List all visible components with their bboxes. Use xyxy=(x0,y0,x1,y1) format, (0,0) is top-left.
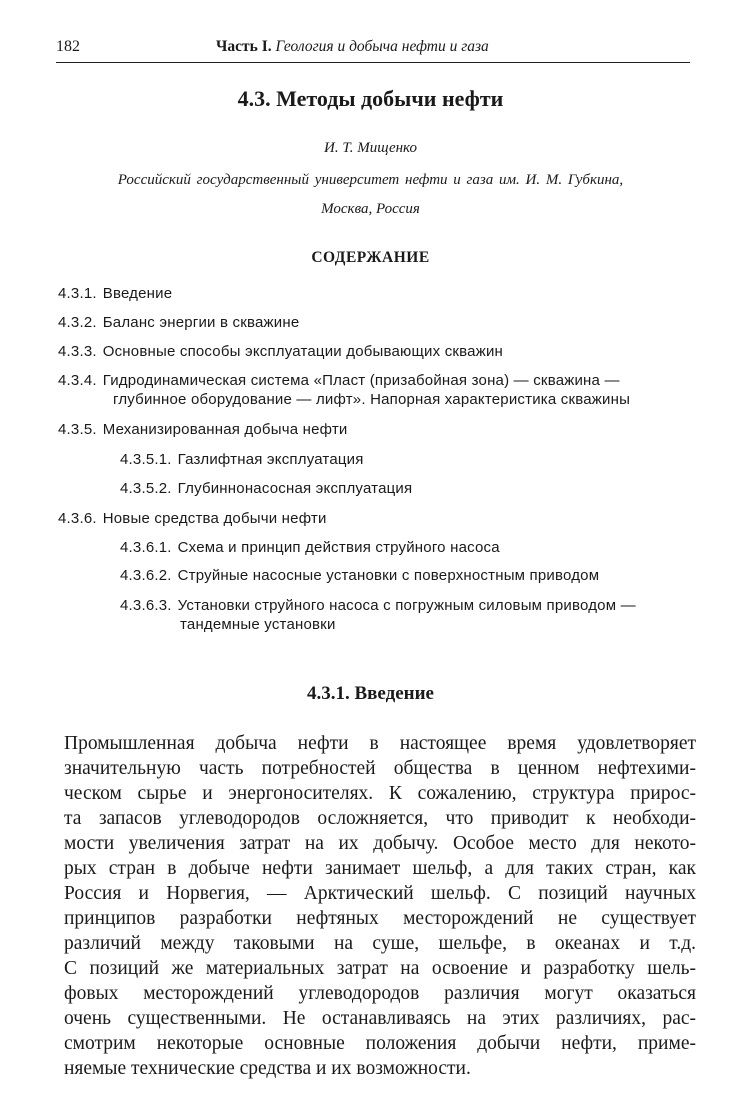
page-number: 182 xyxy=(56,38,80,55)
paragraph-line: няемые технические средства и их возможности. xyxy=(64,1058,471,1079)
toc-subitem: 4.3.5.1. Газлифтная эксплуатация xyxy=(120,451,364,468)
running-header xyxy=(56,38,690,63)
affiliation-line-1: Российский государственный университет нефти и газа им. И. М. Губкина, xyxy=(117,172,624,188)
paragraph-line: значительную часть потребностей общества в ценном нефтехими- xyxy=(64,758,696,779)
paragraph-line: различий между таковыми на суше, шельфе, в океанах и т.д. xyxy=(64,933,696,954)
toc-item-continuation: глубинное оборудование — лифт». Напорная характеристика скважины xyxy=(113,391,631,408)
paragraph-line: С позиций же материальных затрат на освоение и разработку шель- xyxy=(64,958,696,979)
paragraph-line: мости увеличения затрат на их добычу. Особое место для некото- xyxy=(64,833,696,854)
paragraph-line: принципов разработки нефтяных месторождений не существует xyxy=(64,908,696,929)
chapter-title: 4.3. Методы добычи нефти xyxy=(237,86,504,111)
toc-item: 4.3.5. Механизированная добыча нефти xyxy=(58,421,348,438)
paragraph-line: рых стран в добыче нефти занимает шельф, а для таких стран, как xyxy=(64,858,696,879)
part-title: Геология и добыча нефти и газа xyxy=(275,38,489,55)
paragraph-line: смотрим некоторые основные положения добычи нефти, приме- xyxy=(64,1033,696,1054)
toc-heading: СОДЕРЖАНИЕ xyxy=(311,249,430,266)
author: И. Т. Мищенко xyxy=(324,140,417,156)
toc-subitem: 4.3.6.2. Струйные насосные установки с поверхностным приводом xyxy=(120,567,600,584)
toc-item: 4.3.2. Баланс энергии в скважине xyxy=(58,314,300,331)
part-label: Часть I. xyxy=(216,38,272,55)
toc-subitem: 4.3.5.2. Глубиннонасосная эксплуатация xyxy=(120,480,413,497)
paragraph-line: Россия и Норвегия, — Арктический шельф. С позиций научных xyxy=(64,883,696,904)
section-heading: 4.3.1. Введение xyxy=(307,683,434,704)
toc-item: 4.3.4. Гидродинамическая система «Пласт (призабойная зона) — скважина — xyxy=(58,372,620,389)
affiliation-line-2: Москва, Россия xyxy=(321,201,420,217)
running-head-title xyxy=(216,38,489,56)
toc-item-continuation: тандемные установки xyxy=(180,616,336,633)
toc-item: 4.3.3. Основные способы эксплуатации добывающих скважин xyxy=(58,343,504,360)
toc-subitem: 4.3.6.3. Установки струйного насоса с погружным силовым приводом — xyxy=(120,597,636,614)
paragraph-line: фовых месторождений углеводородов различия могут оказаться xyxy=(64,983,696,1004)
toc-subitem: 4.3.6.1. Схема и принцип действия струйного насоса xyxy=(120,539,500,556)
toc-item: 4.3.1. Введение xyxy=(58,285,173,302)
toc-item: 4.3.6. Новые средства добычи нефти xyxy=(58,510,327,527)
paragraph-line: та запасов углеводородов осложняется, что приводит к необходи- xyxy=(64,808,696,829)
paragraph-line: Промышленная добыча нефти в настоящее время удовлетворяет xyxy=(64,733,696,754)
paragraph-line: ческом сырье и энергоносителях. К сожалению, структура прирос- xyxy=(64,783,696,804)
paragraph-line: очень существенными. Не останавливаясь на этих различиях, рас- xyxy=(64,1008,696,1029)
